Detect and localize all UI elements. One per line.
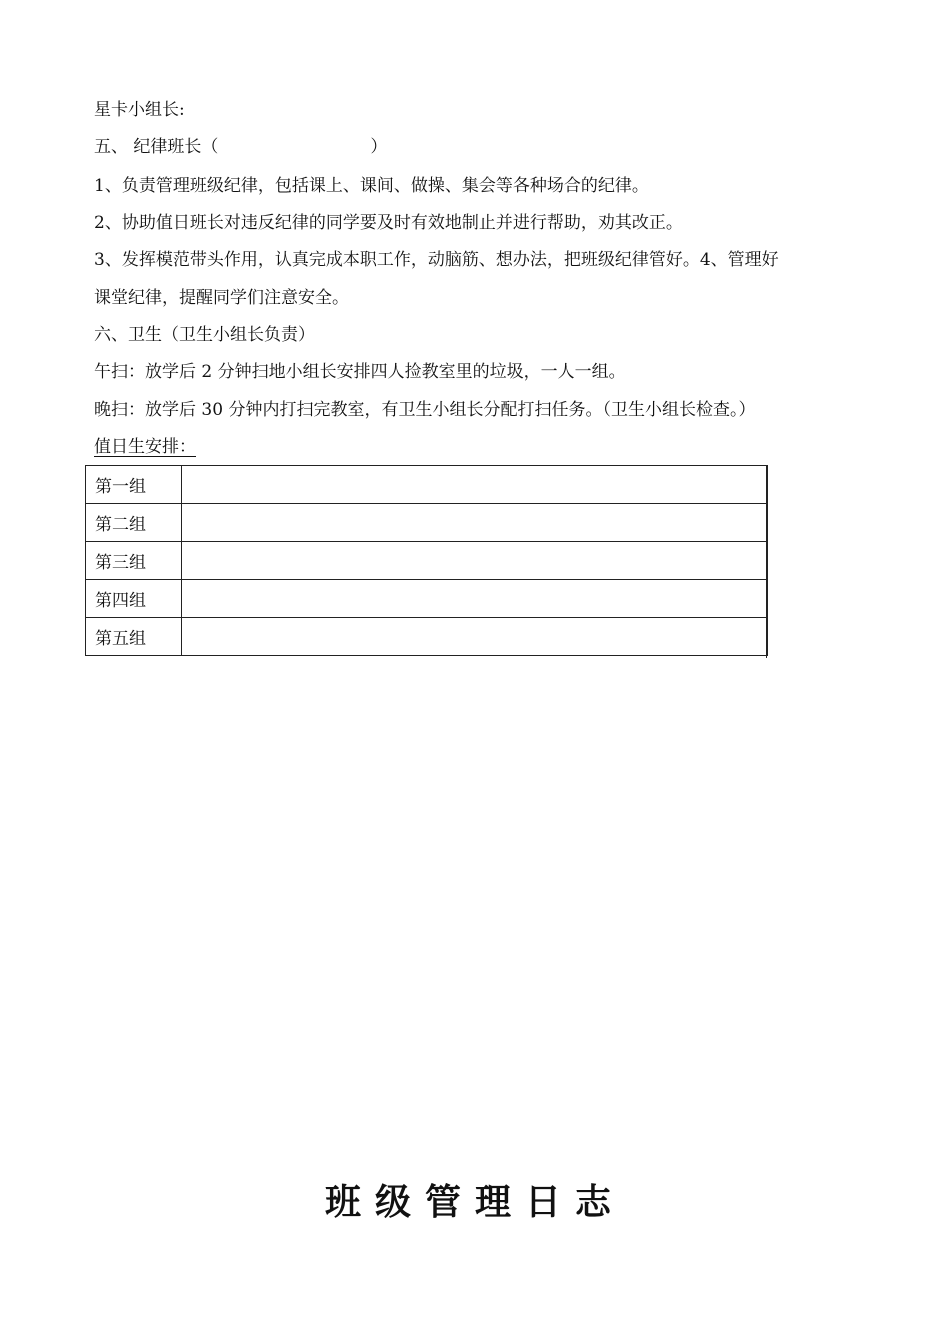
group-label: 第二组 [86,504,182,542]
discipline-item-1: 1、负责管理班级纪律，包括课上、课间、做操、集会等各种场合的纪律。 [94,176,649,196]
discipline-item-3-continued: 课堂纪律，提醒同学们注意安全。 [94,288,349,308]
duty-table [85,465,768,656]
discipline-item-2: 2、协助值日班长对违反纪律的同学要及时有效地制止并进行帮助，劝其改正。 [94,213,683,233]
evening-cleaning: 晚扫：放学后 30 分钟内打扫完教室，有卫生小组长分配打扫任务。（卫生小组长检查。） [94,400,756,420]
discipline-monitor-label: 五、 纪律班长（ [94,137,219,157]
group-label: 第一组 [86,466,182,504]
group-members-cell [182,466,768,504]
group-members-cell [182,542,768,580]
discipline-item-3: 3、发挥模范带头作用，认真完成本职工作，动脑筋、想办法，把班级纪律管好。4、管理好 [94,250,779,270]
table-row [86,580,768,618]
noon-cleaning: 午扫：放学后 2 分钟扫地小组长安排四人捡教室里的垃圾，一人一组。 [94,362,626,382]
table-row [86,618,768,656]
line-star-card-leader: 星卡小组长: [94,100,185,120]
section-hygiene: 六、卫生（卫生小组长负责） [94,325,315,345]
page-title: 班级管理日志 [324,1181,625,1223]
table-right-double-border [766,465,767,658]
table-row [86,542,768,580]
table-row [86,504,768,542]
discipline-monitor-close-paren: ） [370,137,388,157]
group-members-cell [182,618,768,656]
table-row [86,466,768,504]
group-label: 第四组 [86,580,182,618]
group-label: 第三组 [86,542,182,580]
group-members-cell [182,504,768,542]
group-members-cell [182,580,768,618]
group-label: 第五组 [86,618,182,656]
section-discipline-monitor [94,136,387,158]
duty-schedule-heading: 值日生安排： [94,437,196,457]
